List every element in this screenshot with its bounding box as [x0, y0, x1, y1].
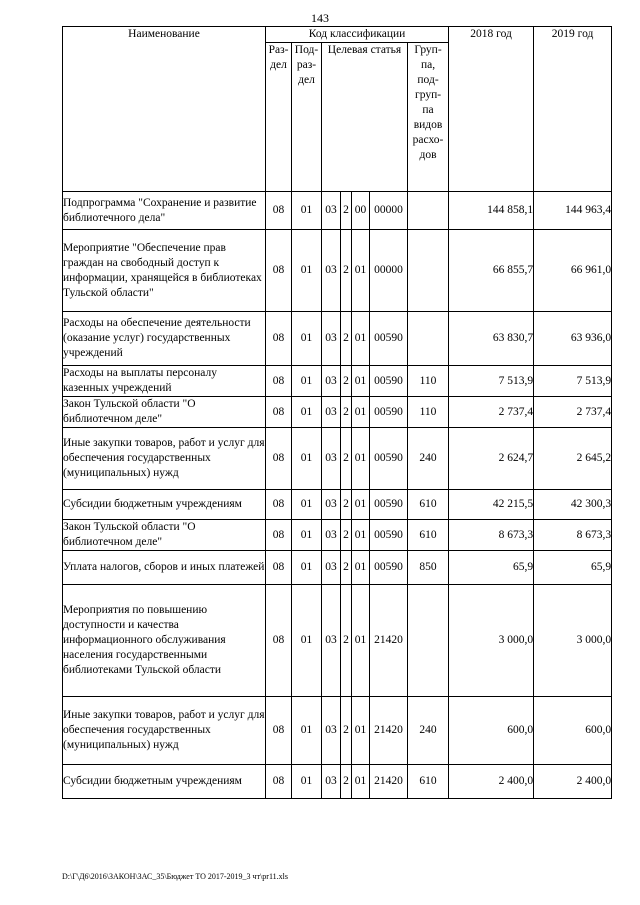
header-row-top: [63, 27, 612, 43]
header-subsection: Под- раз- дел: [292, 43, 322, 192]
row-target-program: 03: [322, 366, 341, 397]
row-target-program: 03: [322, 585, 341, 697]
budget-table: [62, 26, 612, 799]
row-target-direction: 00590: [370, 428, 408, 490]
row-target-event: 00: [352, 192, 370, 230]
row-target-program: 03: [322, 765, 341, 799]
row-expense-group: 240: [408, 697, 449, 765]
row-target-subprogram: 2: [341, 397, 352, 428]
row-name: Иные закупки товаров, работ и услуг для обеспечения государственных (муниципальных) нужд: [63, 697, 266, 765]
row-target-program: 03: [322, 192, 341, 230]
row-subsection: 01: [292, 585, 322, 697]
row-amount-2019: 2 400,0: [534, 765, 612, 799]
row-amount-2018: 2 400,0: [449, 765, 534, 799]
row-amount-2018: 8 673,3: [449, 520, 534, 551]
row-amount-2019: 2 645,2: [534, 428, 612, 490]
row-subsection: 01: [292, 230, 322, 312]
row-subsection: 01: [292, 551, 322, 585]
row-amount-2019: 8 673,3: [534, 520, 612, 551]
row-target-program: 03: [322, 520, 341, 551]
row-name: Уплата налогов, сборов и иных платежей: [63, 551, 266, 585]
row-expense-group: 850: [408, 551, 449, 585]
row-target-direction: 00000: [370, 192, 408, 230]
row-expense-group: 110: [408, 397, 449, 428]
row-expense-group: [408, 312, 449, 366]
row-target-event: 01: [352, 765, 370, 799]
row-amount-2019: 600,0: [534, 697, 612, 765]
row-name: Закон Тульской области "О библиотечном деле": [63, 520, 266, 551]
table-row: [63, 697, 612, 765]
table-row: [63, 192, 612, 230]
row-target-event: 01: [352, 397, 370, 428]
row-expense-group: 610: [408, 490, 449, 520]
row-section: 08: [266, 192, 292, 230]
row-name: Мероприятия по повышению доступности и качества информационного обслуживания населения государственными библиотеками Тульской области: [63, 585, 266, 697]
row-target-program: 03: [322, 397, 341, 428]
row-target-subprogram: 2: [341, 366, 352, 397]
row-section: 08: [266, 397, 292, 428]
row-target-subprogram: 2: [341, 230, 352, 312]
row-amount-2018: 66 855,7: [449, 230, 534, 312]
row-amount-2019: 3 000,0: [534, 585, 612, 697]
row-target-subprogram: 2: [341, 428, 352, 490]
row-target-event: 01: [352, 312, 370, 366]
footer-file-path: D:\Г\Д6\2016\ЗАКОН\ЗАС_35\Бюджет ТО 2017-2019_3 чт\pr11.xls: [62, 872, 288, 881]
row-target-program: 03: [322, 428, 341, 490]
row-name: Субсидии бюджетным учреждениям: [63, 490, 266, 520]
row-amount-2019: 42 300,3: [534, 490, 612, 520]
header-target-article: Целевая статья: [322, 43, 408, 192]
header-name: Наименование: [63, 27, 266, 192]
row-target-event: 01: [352, 428, 370, 490]
table-row: [63, 585, 612, 697]
row-subsection: 01: [292, 490, 322, 520]
row-target-subprogram: 2: [341, 490, 352, 520]
row-section: 08: [266, 765, 292, 799]
table-row: [63, 428, 612, 490]
row-amount-2018: 600,0: [449, 697, 534, 765]
row-target-direction: 00590: [370, 551, 408, 585]
table-row: [63, 366, 612, 397]
row-subsection: 01: [292, 397, 322, 428]
header-expense-group: Груп- па, под- груп- па видов расхо- дов: [408, 43, 449, 192]
row-section: 08: [266, 366, 292, 397]
row-amount-2018: 3 000,0: [449, 585, 534, 697]
row-amount-2018: 2 737,4: [449, 397, 534, 428]
row-amount-2019: 65,9: [534, 551, 612, 585]
row-name: Закон Тульской области "О библиотечном деле": [63, 397, 266, 428]
row-expense-group: 610: [408, 520, 449, 551]
row-target-direction: 21420: [370, 765, 408, 799]
row-expense-group: [408, 585, 449, 697]
table-row: [63, 230, 612, 312]
header-section: Раз- дел: [266, 43, 292, 192]
row-amount-2018: 2 624,7: [449, 428, 534, 490]
row-target-event: 01: [352, 697, 370, 765]
row-expense-group: [408, 192, 449, 230]
row-amount-2019: 2 737,4: [534, 397, 612, 428]
row-amount-2019: 144 963,4: [534, 192, 612, 230]
row-subsection: 01: [292, 765, 322, 799]
row-subsection: 01: [292, 192, 322, 230]
row-target-subprogram: 2: [341, 765, 352, 799]
header-classification: Код классификации: [266, 27, 449, 43]
table-row: [63, 551, 612, 585]
row-expense-group: 110: [408, 366, 449, 397]
row-expense-group: 240: [408, 428, 449, 490]
row-target-direction: 00590: [370, 490, 408, 520]
table-row: [63, 397, 612, 428]
row-amount-2018: 42 215,5: [449, 490, 534, 520]
row-subsection: 01: [292, 312, 322, 366]
row-name: Расходы на выплаты персоналу казенных учреждений: [63, 366, 266, 397]
row-target-program: 03: [322, 312, 341, 366]
row-target-event: 01: [352, 490, 370, 520]
row-target-program: 03: [322, 697, 341, 765]
row-section: 08: [266, 312, 292, 366]
header-2019: 2019 год: [534, 27, 612, 192]
row-section: 08: [266, 428, 292, 490]
row-subsection: 01: [292, 520, 322, 551]
row-target-subprogram: 2: [341, 192, 352, 230]
row-name: Мероприятие "Обеспечение прав граждан на свободный доступ к информации, хранящейся в библиотеках Тульской области": [63, 230, 266, 312]
table-row: [63, 520, 612, 551]
row-subsection: 01: [292, 697, 322, 765]
row-section: 08: [266, 585, 292, 697]
row-section: 08: [266, 697, 292, 765]
table-row: [63, 765, 612, 799]
row-target-event: 01: [352, 520, 370, 551]
row-amount-2019: 66 961,0: [534, 230, 612, 312]
row-target-event: 01: [352, 230, 370, 312]
table-row: [63, 312, 612, 366]
row-amount-2019: 7 513,9: [534, 366, 612, 397]
row-target-direction: 00590: [370, 366, 408, 397]
row-amount-2018: 144 858,1: [449, 192, 534, 230]
row-expense-group: [408, 230, 449, 312]
row-name: Иные закупки товаров, работ и услуг для обеспечения государственных (муниципальных) нужд: [63, 428, 266, 490]
row-target-direction: 00590: [370, 312, 408, 366]
row-name: Расходы на обеспечение деятельности (оказание услуг) государственных учреждений: [63, 312, 266, 366]
header-2018: 2018 год: [449, 27, 534, 192]
row-target-event: 01: [352, 585, 370, 697]
row-subsection: 01: [292, 428, 322, 490]
row-section: 08: [266, 520, 292, 551]
row-target-event: 01: [352, 551, 370, 585]
row-section: 08: [266, 490, 292, 520]
row-amount-2018: 7 513,9: [449, 366, 534, 397]
row-section: 08: [266, 230, 292, 312]
table-body: [63, 192, 612, 799]
row-target-subprogram: 2: [341, 520, 352, 551]
row-target-direction: 00000: [370, 230, 408, 312]
row-target-program: 03: [322, 230, 341, 312]
row-target-direction: 00590: [370, 520, 408, 551]
row-target-program: 03: [322, 551, 341, 585]
row-target-event: 01: [352, 366, 370, 397]
row-target-subprogram: 2: [341, 551, 352, 585]
page-number: 143: [311, 11, 329, 25]
row-target-subprogram: 2: [341, 697, 352, 765]
table-row: [63, 490, 612, 520]
row-expense-group: 610: [408, 765, 449, 799]
row-name: Подпрограмма "Сохранение и развитие библиотечного дела": [63, 192, 266, 230]
row-target-direction: 21420: [370, 697, 408, 765]
row-name: Субсидии бюджетным учреждениям: [63, 765, 266, 799]
row-target-program: 03: [322, 490, 341, 520]
row-target-subprogram: 2: [341, 312, 352, 366]
row-amount-2019: 63 936,0: [534, 312, 612, 366]
row-subsection: 01: [292, 366, 322, 397]
row-section: 08: [266, 551, 292, 585]
row-target-direction: 00590: [370, 397, 408, 428]
row-target-subprogram: 2: [341, 585, 352, 697]
row-amount-2018: 65,9: [449, 551, 534, 585]
row-amount-2018: 63 830,7: [449, 312, 534, 366]
row-target-direction: 21420: [370, 585, 408, 697]
